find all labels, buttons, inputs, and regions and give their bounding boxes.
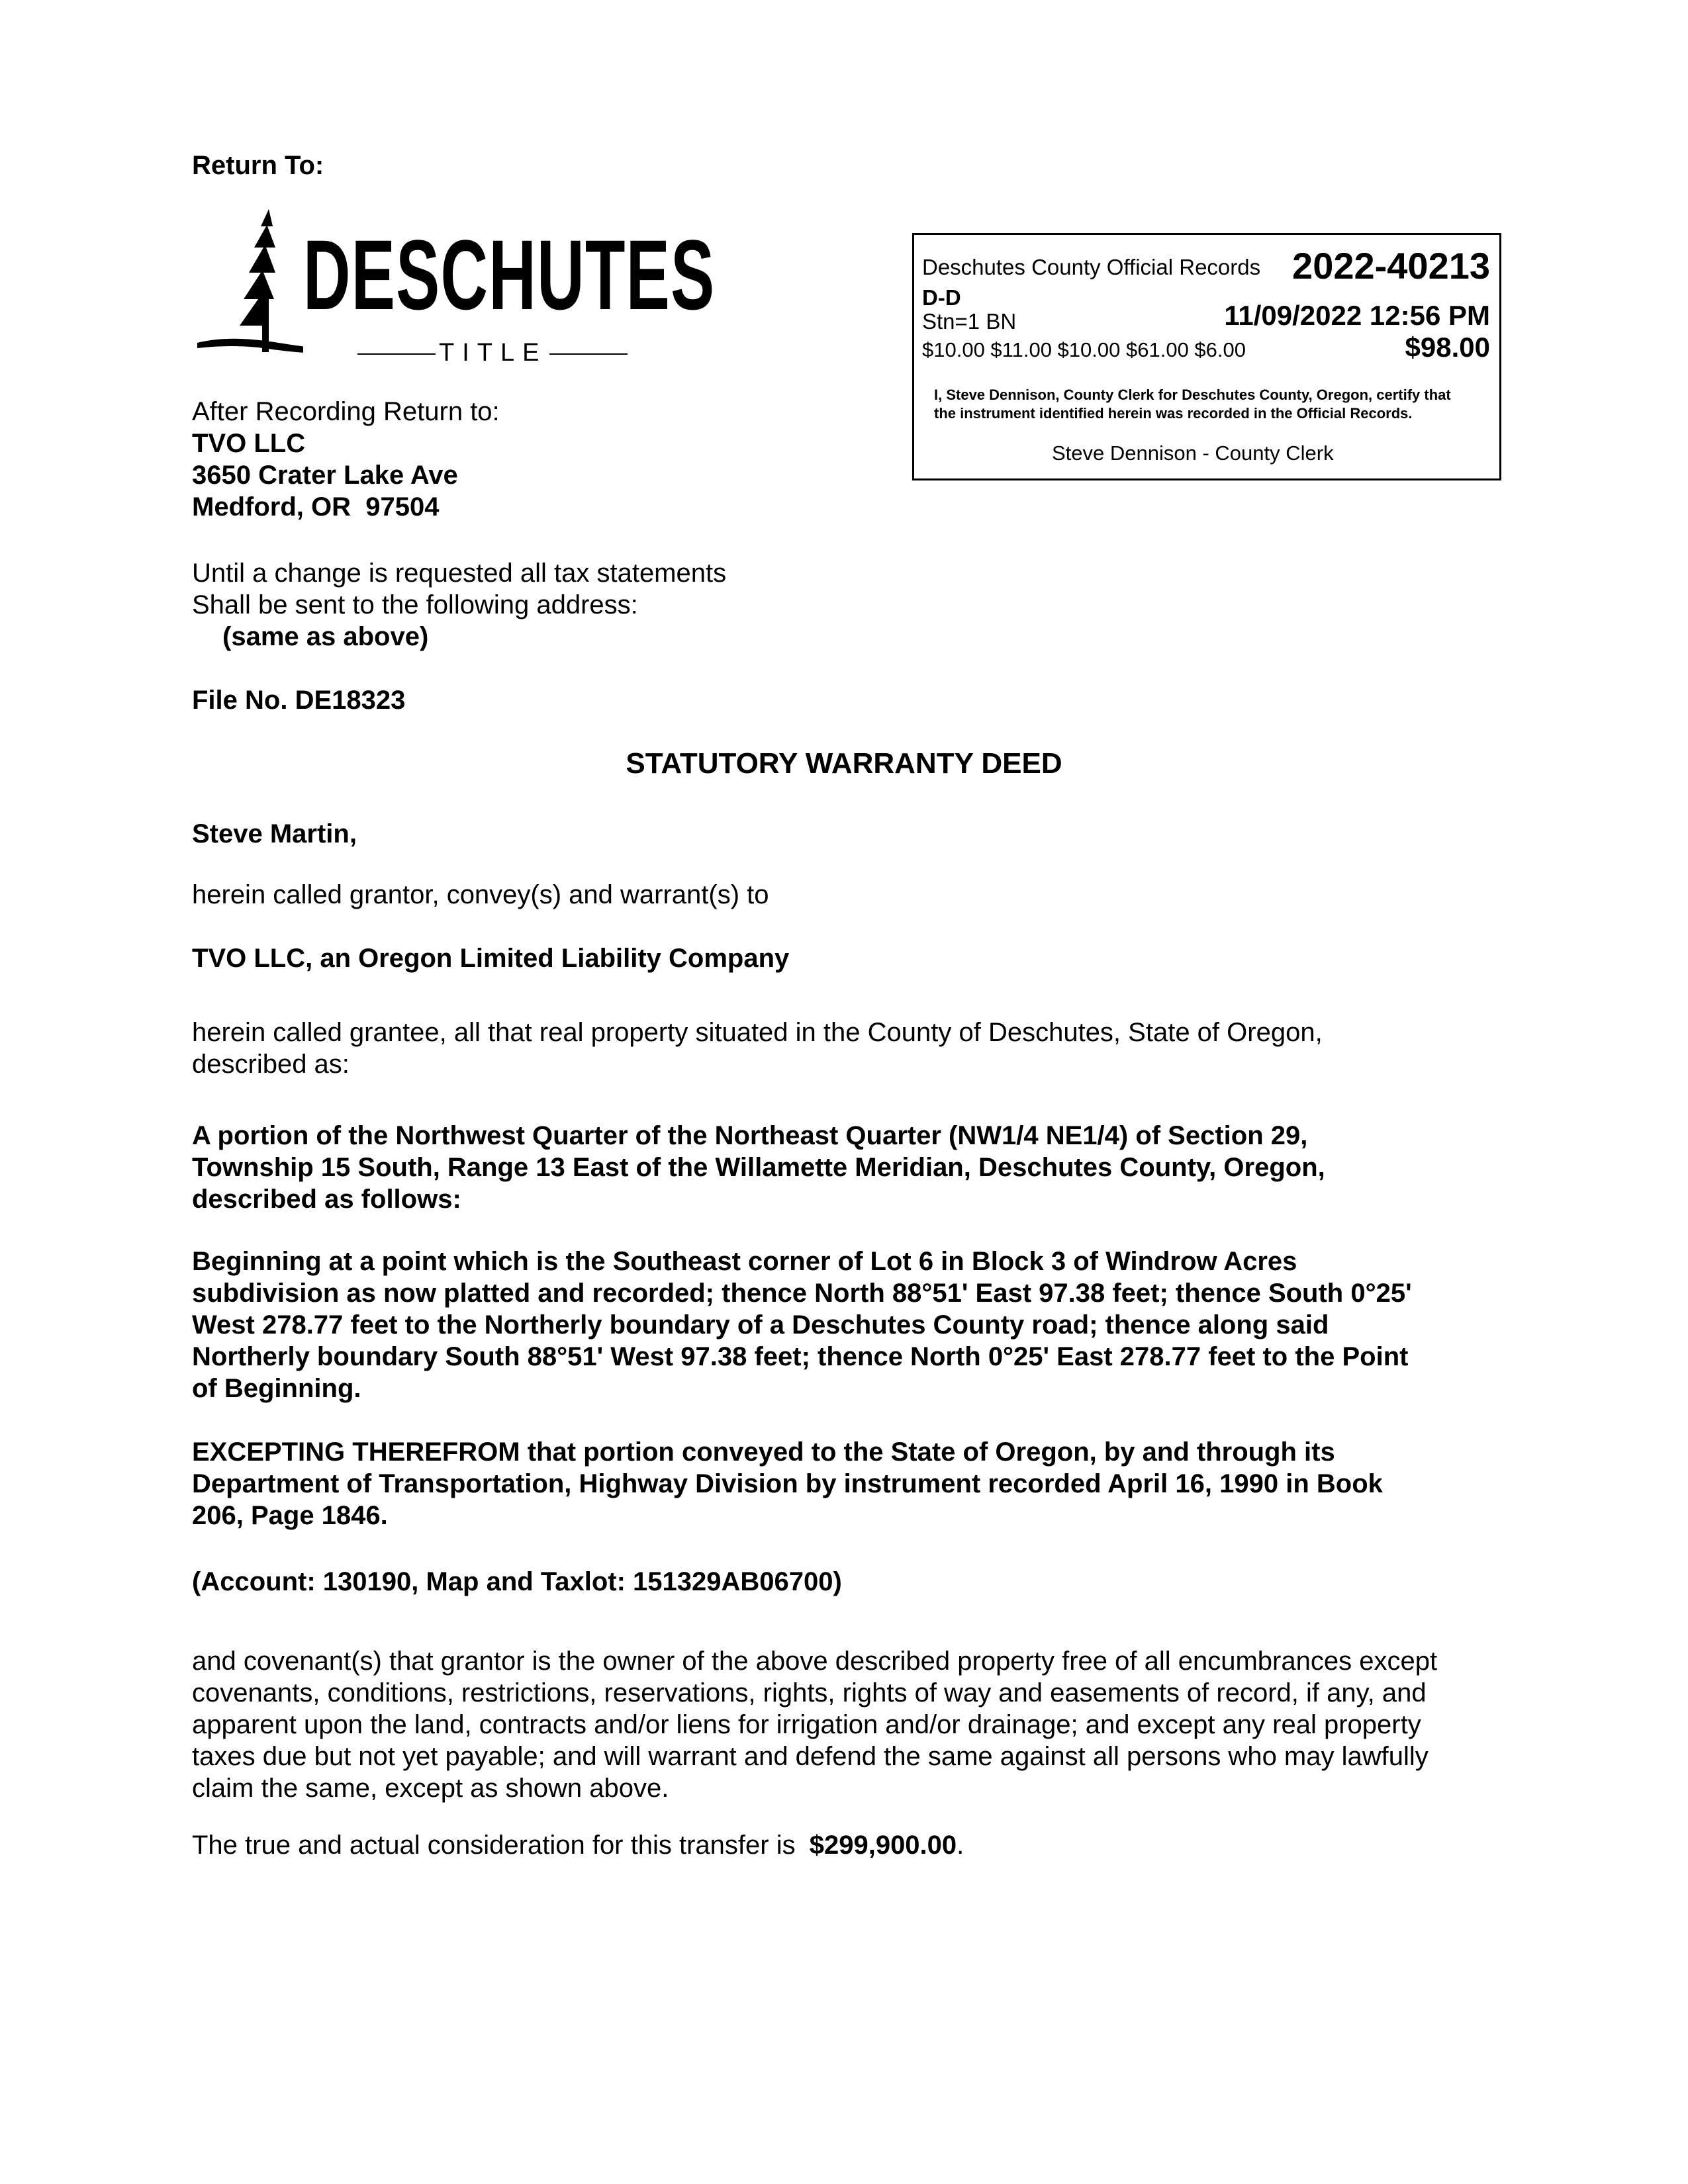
- logo-rule-right: [549, 353, 628, 355]
- after-recording-label: After Recording Return to:: [192, 397, 500, 426]
- clerk-certification: I, Steve Dennison, County Clerk for Deschutes County, Oregon, certify that the instrument identified herein was recorded in the Official Records.: [934, 387, 1451, 422]
- covenant-line: covenants, conditions, restrictions, reservations, rights, rights of way and easements of record, if any, and: [192, 1678, 1427, 1707]
- document-type: D-D: [922, 285, 961, 310]
- account-taxlot: (Account: 130190, Map and Taxlot: 151329AB06700): [192, 1567, 842, 1596]
- grantor-name: Steve Martin,: [192, 819, 357, 848]
- metes-line: subdivision as now platted and recorded; thence North 88°51' East 97.38 feet; thence South 0°25': [192, 1279, 1412, 1308]
- covenant-line: apparent upon the land, contracts and/or liens for irrigation and/or drainage; and except any real property: [192, 1710, 1421, 1739]
- return-city: Medford, OR 97504: [192, 492, 440, 522]
- tax-statements-block: [192, 557, 726, 653]
- recording-number: 2022-40213: [1292, 245, 1490, 287]
- grantee-clause-line: herein called grantee, all that real property situated in the County of Deschutes, State of Oregon,: [192, 1018, 1323, 1047]
- tax-line-2: Shall be sent to the following address:: [192, 590, 638, 619]
- covenants-clause: [192, 1645, 1529, 1804]
- grantee-clause-line: described as:: [192, 1050, 350, 1079]
- station-id: Stn=1 BN: [922, 309, 1017, 334]
- legal-line: A portion of the Northwest Quarter of the Northeast Quarter (NW1/4 NE1/4) of Section 29,: [192, 1121, 1308, 1150]
- return-name: TVO LLC: [192, 429, 306, 458]
- return-street: 3650 Crater Lake Ave: [192, 461, 458, 490]
- covenant-line: taxes due but not yet payable; and will warrant and defend the same against all persons who may lawfully: [192, 1742, 1429, 1771]
- recording-total: $98.00: [1405, 332, 1490, 363]
- tax-line-1: Until a change is requested all tax statements: [192, 559, 727, 588]
- deed-title: STATUTORY WARRANTY DEED: [626, 747, 1062, 780]
- consideration-line: [192, 1829, 964, 1861]
- metes-line: of Beginning.: [192, 1374, 361, 1403]
- covenant-line: claim the same, except as shown above.: [192, 1774, 669, 1803]
- recording-fees: $10.00 $11.00 $10.00 $61.00 $6.00: [922, 338, 1246, 361]
- excepting-line: 206, Page 1846.: [192, 1501, 388, 1530]
- tree-icon: [197, 206, 303, 365]
- metes-bounds: [192, 1246, 1516, 1404]
- recording-stamp: [912, 233, 1501, 480]
- grantee-clause: [192, 1017, 1516, 1080]
- grantee-name: TVO LLC, an Oregon Limited Liability Company: [192, 944, 790, 973]
- recording-datetime: 11/09/2022 12:56 PM: [1224, 300, 1490, 331]
- excepting-line: Department of Transportation, Highway Division by instrument recorded April 16, 1990 in Book: [192, 1469, 1383, 1498]
- return-to-label: Return To:: [192, 151, 324, 180]
- consideration-period: .: [957, 1831, 964, 1860]
- consideration-text: The true and actual consideration for this transfer is: [192, 1831, 796, 1860]
- logo-rule-left: [357, 353, 436, 355]
- legal-line: Township 15 South, Range 13 East of the Willamette Meridian, Deschutes County, Oregon,: [192, 1153, 1325, 1182]
- consideration-amount: $299,900.00: [809, 1831, 957, 1860]
- logo-wordmark: DESCHUTES: [303, 219, 716, 330]
- logo-subtitle: TITLE: [439, 339, 547, 367]
- metes-line: Beginning at a point which is the Southeast corner of Lot 6 in Block 3 of Windrow Acres: [192, 1247, 1297, 1276]
- metes-line: Northerly boundary South 88°51' West 97.38 feet; thence North 0°25' East 278.77 feet to the Point: [192, 1342, 1409, 1371]
- clerk-signature-line: Steve Dennison - County Clerk: [1052, 441, 1334, 465]
- covenant-line: and covenant(s) that grantor is the owner of the above described property free of all encumbrances except: [192, 1647, 1438, 1676]
- legal-description: [192, 1120, 1516, 1215]
- excepting-line: EXCEPTING THEREFROM that portion conveyed to the State of Oregon, by and through its: [192, 1437, 1335, 1467]
- grantor-clause: herein called grantor, convey(s) and warrant(s) to: [192, 880, 769, 909]
- excepting-clause: [192, 1436, 1516, 1531]
- legal-line: described as follows:: [192, 1185, 461, 1214]
- file-number: File No. DE18323: [192, 686, 406, 715]
- records-source: Deschutes County Official Records: [922, 255, 1261, 279]
- metes-line: West 278.77 feet to the Northerly boundary of a Deschutes County road; thence along said: [192, 1310, 1329, 1340]
- deschutes-title-logo: [197, 206, 716, 367]
- after-recording-block: [192, 396, 500, 523]
- tax-line-3: (same as above): [222, 622, 429, 651]
